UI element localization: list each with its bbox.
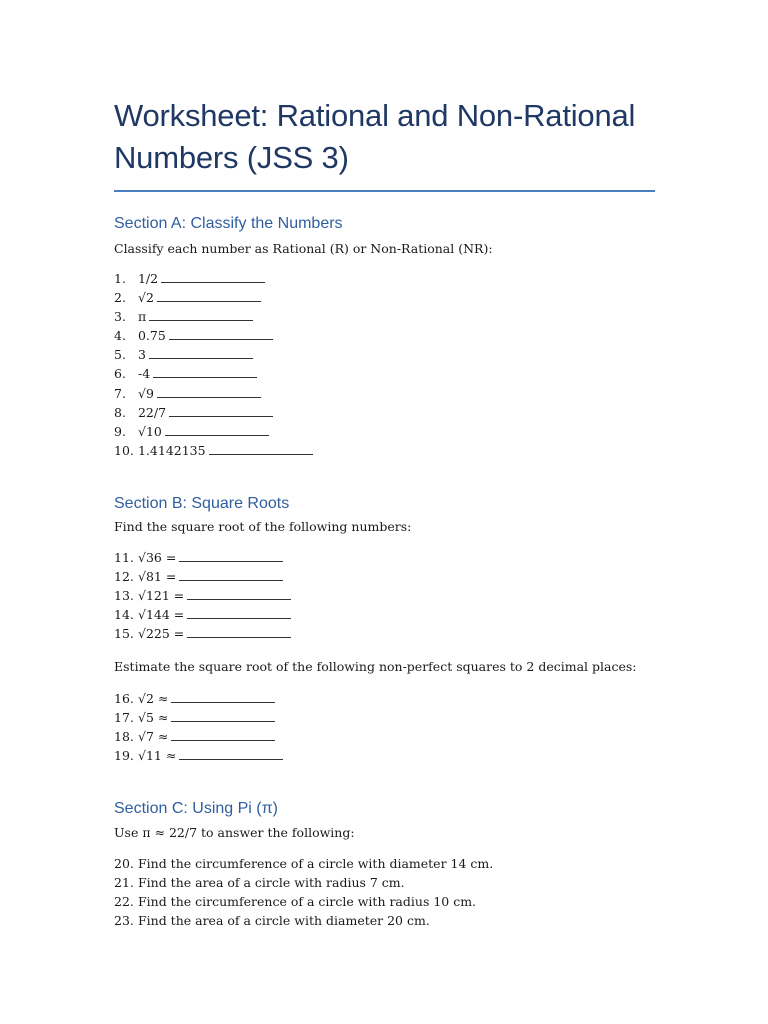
section-b-heading: Section B: Square Roots — [114, 495, 290, 512]
item-number: 11. — [114, 550, 134, 565]
item-number: 20. — [114, 856, 134, 871]
item-number: 13. — [114, 588, 134, 604]
answer-blank[interactable] — [171, 711, 275, 722]
item-number: 6. — [114, 366, 126, 382]
section-b-list — [114, 548, 291, 643]
answer-blank[interactable] — [187, 589, 291, 600]
list-item — [114, 689, 283, 708]
item-text: Find the area of a circle with diameter 20 cm. — [137, 913, 430, 929]
item-text: 1/2 — [137, 271, 159, 286]
list-item — [114, 364, 313, 383]
answer-blank[interactable] — [165, 425, 269, 436]
list-item — [114, 307, 313, 326]
section-b-estimate-list — [114, 689, 283, 765]
worksheet-page — [114, 0, 655, 929]
item-text: √36 = — [137, 550, 177, 565]
answer-blank[interactable] — [161, 272, 265, 283]
section-c-heading: Section C: Using Pi (π) — [114, 800, 278, 817]
item-number: 9. — [114, 423, 126, 439]
answer-blank[interactable] — [157, 291, 261, 302]
answer-blank[interactable] — [169, 406, 273, 417]
item-number: 7. — [114, 385, 126, 401]
item-number: 10. — [114, 442, 134, 458]
page-title: Worksheet: Rational and Non-Rational Numbers (JSS 3) — [114, 98, 636, 175]
item-text: √121 = — [137, 588, 185, 604]
section-b-instruction: Find the square root of the following numbers: — [114, 519, 412, 534]
list-item — [114, 727, 283, 746]
item-number: 14. — [114, 607, 134, 623]
list-item — [114, 586, 291, 605]
list-item — [114, 708, 283, 727]
list-item — [114, 605, 291, 624]
item-text: √10 — [137, 423, 162, 439]
item-number: 23. — [114, 913, 134, 929]
item-number: 12. — [114, 569, 134, 585]
answer-blank[interactable] — [153, 367, 257, 378]
list-item — [114, 288, 313, 307]
answer-blank[interactable] — [179, 570, 283, 581]
item-text: Find the area of a circle with radius 7 cm. — [137, 875, 405, 891]
list-item — [114, 326, 313, 345]
item-number: 8. — [114, 404, 126, 420]
item-text: 22/7 — [137, 404, 167, 420]
section-a-instruction: Classify each number as Rational (R) or Non-Rational (NR): — [114, 241, 493, 256]
list-item — [114, 422, 313, 441]
item-number: 1. — [114, 271, 126, 286]
section-a-heading: Section A: Classify the Numbers — [114, 215, 343, 232]
answer-blank[interactable] — [187, 627, 291, 638]
list-item — [114, 345, 313, 364]
list-item — [114, 548, 291, 567]
answer-blank[interactable] — [179, 749, 283, 760]
item-number: 15. — [114, 626, 134, 642]
list-item — [114, 854, 493, 873]
answer-blank[interactable] — [179, 551, 283, 562]
item-number: 5. — [114, 347, 126, 363]
item-text: Find the circumference of a circle with diameter 14 cm. — [137, 856, 494, 871]
item-text: √7 ≈ — [137, 729, 169, 745]
title-divider — [114, 190, 655, 192]
item-text: √2 ≈ — [137, 691, 169, 706]
answer-blank[interactable] — [171, 730, 275, 741]
item-text: √9 — [137, 385, 154, 401]
item-text: √225 = — [137, 626, 185, 642]
item-text: √11 ≈ — [137, 748, 177, 764]
answer-blank[interactable] — [187, 608, 291, 619]
item-text: 1.4142135 — [137, 442, 206, 458]
section-c-instruction: Use π ≈ 22/7 to answer the following: — [114, 825, 355, 840]
item-number: 17. — [114, 710, 134, 726]
item-text: 0.75 — [137, 328, 166, 344]
item-text: √144 = — [137, 607, 185, 623]
list-item — [114, 873, 493, 892]
section-a-list — [114, 269, 313, 460]
answer-blank[interactable] — [209, 444, 313, 455]
list-item — [114, 911, 493, 930]
item-text: √81 = — [137, 569, 177, 585]
answer-blank[interactable] — [169, 329, 273, 340]
item-number: 3. — [114, 309, 126, 325]
answer-blank[interactable] — [149, 310, 253, 321]
list-item — [114, 624, 291, 643]
item-text: π — [137, 309, 147, 325]
item-text: Find the circumference of a circle with radius 10 cm. — [137, 894, 477, 910]
item-number: 22. — [114, 894, 134, 910]
item-number: 19. — [114, 748, 134, 764]
answer-blank[interactable] — [171, 692, 275, 703]
item-text: 3 — [137, 347, 146, 363]
item-number: 16. — [114, 691, 134, 706]
section-b-instruction-estimate: Estimate the square root of the following non-perfect squares to 2 decimal places: — [114, 659, 637, 674]
item-number: 18. — [114, 729, 134, 745]
list-item — [114, 567, 291, 586]
item-text: -4 — [137, 366, 151, 382]
item-text: √2 — [137, 290, 154, 306]
list-item — [114, 384, 313, 403]
list-item — [114, 403, 313, 422]
answer-blank[interactable] — [149, 348, 253, 359]
section-c-list — [114, 854, 493, 930]
list-item — [114, 746, 283, 765]
list-item — [114, 441, 313, 460]
list-item — [114, 892, 493, 911]
list-item — [114, 269, 313, 288]
item-number: 4. — [114, 328, 126, 344]
item-number: 21. — [114, 875, 134, 891]
item-number: 2. — [114, 290, 126, 306]
item-text: √5 ≈ — [137, 710, 169, 726]
answer-blank[interactable] — [157, 387, 261, 398]
